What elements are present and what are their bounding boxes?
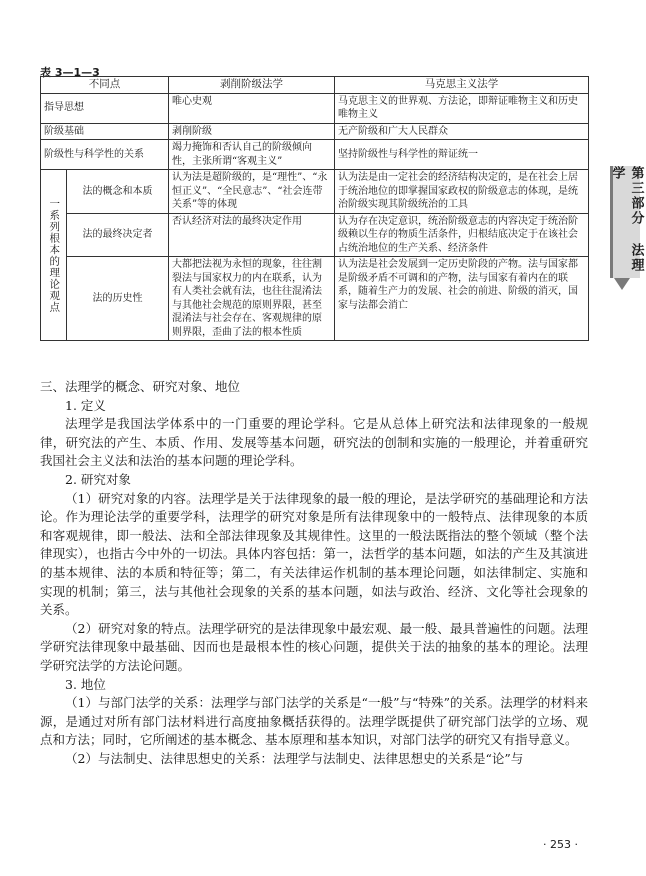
paragraph: （1）与部门法学的关系：法理学与部门法学的关系是“一般”与“特殊”的关系。法理学的材料来源，是通过对所有部门法材料进行高度抽象概括获得的。法理学既提供了研究部门法学的立场、观点和方法；同时，它所阐述的基本概念、基本原理和基本知识，对部门法学的研究又有指导意义。 <box>40 695 588 748</box>
row-label: 法的最终决定者 <box>67 213 169 257</box>
table-cell: 认为法是超阶级的，是“理性”、“永恒正义”、“全民意志”、“社会连带关系”等的体现 <box>169 170 335 214</box>
row-label: 法的历史性 <box>67 257 169 341</box>
row-label: 阶级性与科学性的关系 <box>41 140 169 170</box>
table-row <box>41 213 589 257</box>
group-label: 一系列根本的理论观点 <box>41 170 67 341</box>
paragraph: 法理学是我国法学体系中的一门重要的理论学科。它是从总体上研究法和法律现象的一般规律，研究法的产生、本质、作用、发展等基本问题，研究法的创制和实施的一般理论，并着重研究我国社会主义法和法治的基本问题的理论学科。 <box>40 416 588 469</box>
row-label: 阶级基础 <box>41 123 169 140</box>
row-label: 法的概念和本质 <box>67 170 169 214</box>
table-cell: 认为法是社会发展到一定历史阶段的产物。法与国家都是阶级矛盾不可调和的产物，法与国家有着内在的联系，随着生产力的发展、社会的前进、阶级的消灭，国家与法都会消亡 <box>335 257 589 341</box>
table-header: 不同点 <box>41 77 169 94</box>
table-caption: 表 3—1—3 <box>40 66 100 79</box>
table-row <box>41 257 589 341</box>
paragraph: （1）研究对象的内容。法理学是关于法律现象的最一般的理论，是法学研究的基础理论和方法论。作为理论法学的重要学科，法理学的研究对象是所有法律现象中的一般特点、法律现象的本质和客观规律，即一般法、法和全部法律现象及其规律性。这里的一般法既指法的整个领域（整个法律现实），也指古今中外的一切法。具体内容包括：第一，法哲学的基本问题，如法的产生及其演进的基本规律、法的本质和特征等；第二，有关法律运作机制的基本理论问题，如法律制定、实施和实现的机制；第三，法与其他社会现象的关系的基本问题，如法与政治、经济、文化等社会现象的关系。 <box>40 490 588 618</box>
table-cell: 竭力掩饰和否认自己的阶级倾向性，主张所谓“客观主义” <box>169 140 335 170</box>
table-cell: 剥削阶级 <box>169 123 335 140</box>
paragraph: （2）与法制史、法律思想史的关系：法理学与法制史、法律思想史的关系是“论”与 <box>65 750 524 766</box>
table-cell: 否认经济对法的最终决定作用 <box>169 213 335 257</box>
section-side-tab: 第三部分 法理学 <box>610 166 640 278</box>
page-number: · 253 · <box>543 838 578 851</box>
table-header: 马克思主义法学 <box>335 77 589 94</box>
paragraph: （2）研究对象的特点。法理学研究的是法律现象中最宏观、最一般、最具普遍性的问题。法理学研究法律现象中最基础、因而也是最根本性的核心问题，提供关于法的抽象的基本的理论。法理学研究法学的方法论问题。 <box>40 620 588 673</box>
table-cell: 唯心史观 <box>169 93 335 123</box>
table-cell: 马克思主义的世界观、方法论，即辩证唯物主义和历史唯物主义 <box>335 93 589 123</box>
section-title: 三、法理学的概念、研究对象、地位 <box>40 379 241 394</box>
subsection-title: 1. 定义 <box>65 397 106 413</box>
table-cell: 认为法是由一定社会的经济结构决定的，是在社会上居于统治地位的即掌握国家政权的阶级意志的体现，是统治阶级实现其阶级统治的工具 <box>335 170 589 214</box>
row-label: 指导思想 <box>41 93 169 123</box>
comparison-table <box>40 76 589 341</box>
table-cell: 坚持阶级性与科学性的辩证统一 <box>335 140 589 170</box>
subsection-title: 2. 研究对象 <box>65 471 131 487</box>
table-cell: 认为存在决定意识，统治阶级意志的内容决定于统治阶级赖以生存的物质生活条件，归根结底决定于在该社会占统治地位的生产关系、经济条件 <box>335 213 589 257</box>
table-row <box>41 170 589 214</box>
table-row <box>41 93 589 123</box>
table-cell: 无产阶级和广大人民群众 <box>335 123 589 140</box>
table-header: 剥削阶级法学 <box>169 77 335 94</box>
subsection-title: 3. 地位 <box>65 676 106 692</box>
table-row <box>41 140 589 170</box>
table-cell: 大都把法视为永恒的现象，往往割裂法与国家权力的内在联系，认为有人类社会就有法，也往往混淆法与其他社会规范的原则界限，甚至混淆法与社会存在、客观规律的原则界限，歪曲了法的根本性质 <box>169 257 335 341</box>
table-header-row <box>41 77 589 94</box>
body-text <box>40 378 588 768</box>
table-row <box>41 123 589 140</box>
side-tab-arrow-icon <box>614 278 630 290</box>
